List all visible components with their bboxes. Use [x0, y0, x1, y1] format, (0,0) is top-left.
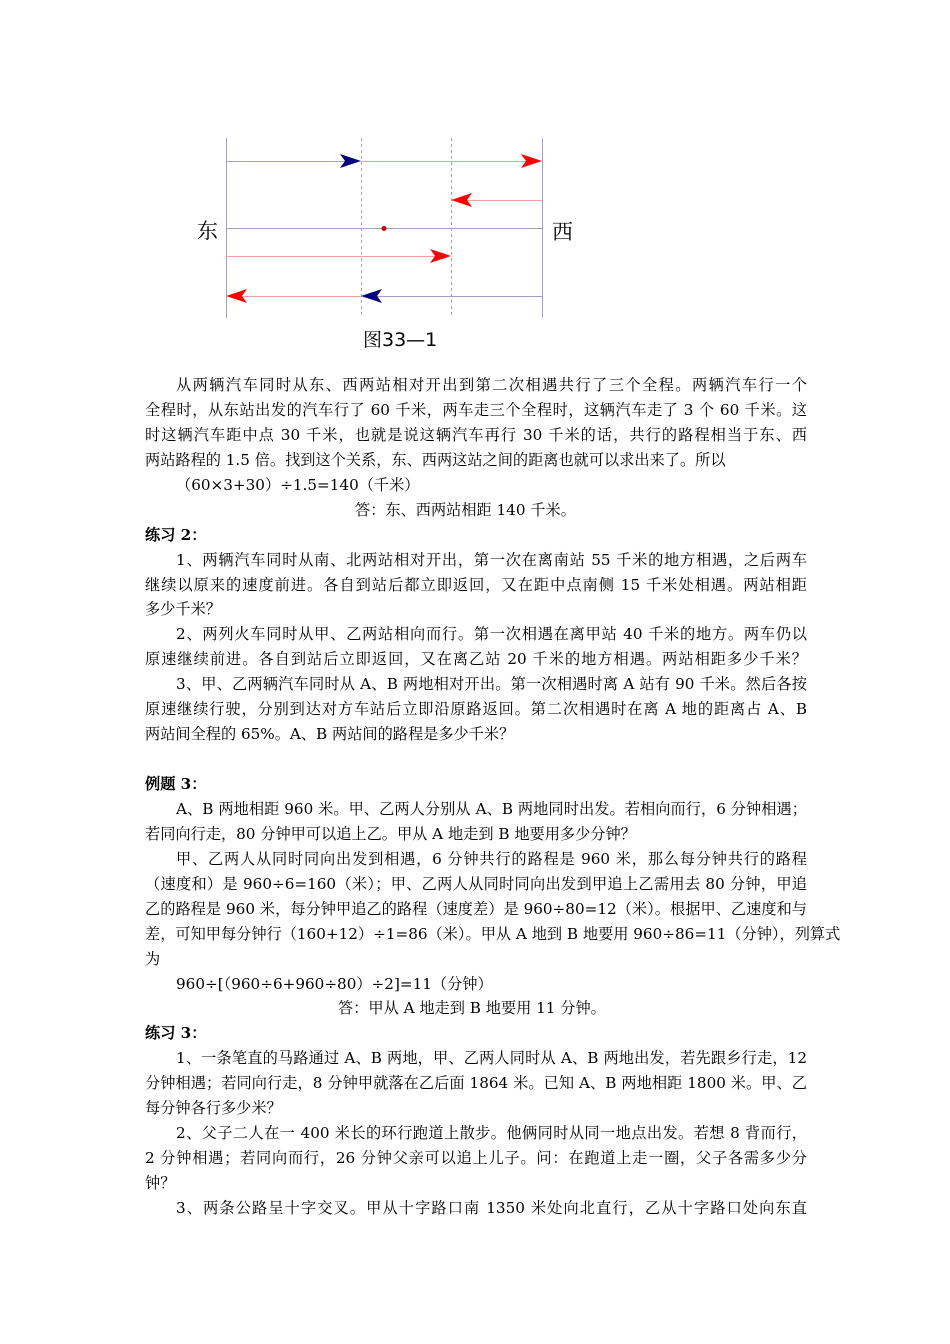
text-line: 乙的路程是 960 米，每分钟甲追乙的路程（速度差）是 960÷80=12（米）。根据甲、乙速度和与	[145, 899, 807, 918]
text-line: 1、两辆汽车同时从南、北两站相对开出，第一次在离南站 55 千米的地方相遇，之后两车	[176, 550, 807, 569]
motion-diagram	[0, 0, 950, 360]
east-label: 东	[197, 219, 218, 243]
text-line: 原速继续前进。各自到站后立即返回，又在离乙站 20 千米的地方相遇。两站相距多少千米？	[145, 650, 807, 669]
text-line: 多少千米？	[145, 600, 221, 619]
text-line: 两站间全程的 65%。A、B 两站间的路程是多少千米？	[145, 725, 515, 744]
text-line: 钟？	[145, 1174, 176, 1192]
text-line: 分钟相遇；若同向行走，8 分钟甲就落在乙后面 1864 米。已知 A、B 两地相距 1800 米。甲、乙	[145, 1074, 807, 1093]
section-heading: 练习 2：	[145, 525, 207, 544]
text-line: A、B 两地相距 960 米。甲、乙两人分别从 A、B 两地同时出发。若相向而行，6 分钟相遇；	[176, 799, 807, 818]
text-line: 甲、乙两人从同时同向出发到相遇，6 分钟共行的路程是 960 米，那么每分钟共行的路程	[176, 849, 807, 868]
text-line: 2、父子二人在一 400 米长的环行跑道上散步。他俩同时从同一地点出发。若想 8 背而行，	[176, 1124, 807, 1143]
west-label: 西	[552, 220, 573, 244]
answer: 答：东、西两站相距 140 千米。	[355, 500, 576, 519]
text-line: 2 分钟相遇；若同向而行，26 分钟父亲可以追上儿子。问：在跑道上走一圈，父子各需多少分	[145, 1149, 807, 1168]
text-line: 全程时，从东站出发的汽车行了 60 千米，两车走三个全程时，这辆汽车走了 3 个 60 千米。这	[145, 400, 807, 419]
midpoint-dot	[382, 226, 387, 231]
formula: （60×3+30）÷1.5=140（千米）	[176, 475, 420, 494]
text-line: 为	[145, 949, 161, 968]
text-line: 3、甲、乙两辆汽车同时从 A、B 两地相对开出。第一次相遇时离 A 站有 90 千米。然后各按	[176, 675, 807, 694]
formula: 960÷[（960÷6+960÷80）÷2]=11（分钟）	[176, 974, 493, 993]
text-line: 原速继续行驶，分别到达对方车站后立即沿原路返回。第二次相遇时在离 A 地的距离占 A、B	[145, 700, 807, 719]
text-line: 1、一条笔直的马路通过 A、B 两地，甲、乙两人同时从 A、B 两地出发，若先跟乡行走，12	[176, 1049, 807, 1068]
text-line: （速度和）是 960÷6=160（米）；甲、乙两人从同时同向出发到甲追上乙需用去 80 分钟，甲追	[145, 874, 807, 893]
text-line: 每分钟各行多少米？	[145, 1099, 282, 1118]
answer: 答：甲从 A 地走到 B 地要用 11 分钟。	[338, 999, 606, 1018]
text-line: 3、两条公路呈十字交叉。甲从十字路口南 1350 米处向北直行，乙从十字路口处向东直	[176, 1198, 807, 1217]
text-line: 若同向行走，80 分钟甲可以追上乙。甲从 A 地走到 B 地要用多少分钟？	[145, 824, 636, 843]
text-line: 继续以原来的速度前进。各自到站后都立即返回，又在距中点南侧 15 千米处相遇。两站相距	[145, 575, 807, 594]
text-line: 2、两列火车同时从甲、乙两站相向而行。第一次相遇在离甲站 40 千米的地方。两车仍以	[176, 625, 807, 644]
document-body	[145, 373, 841, 1221]
figure-caption: 图33—1	[363, 329, 438, 351]
section-heading: 例题 3：	[145, 775, 207, 793]
section-heading: 练习 3：	[145, 1024, 207, 1043]
text-line: 差，可知甲每分钟行（160+12）÷1=86（米）。甲从 A 地到 B 地要用 960÷86=11（分钟），列算式	[145, 924, 841, 943]
text-line: 从两辆汽车同时从东、西两站相对开出到第二次相遇共行了三个全程。两辆汽车行一个	[176, 376, 807, 394]
text-line: 时这辆汽车距中点 30 千米，也就是说这辆汽车再行 30 千米的话，共行的路程相当于东、西	[145, 425, 807, 444]
text-line: 两站路程的 1.5 倍。找到这个关系，东、西两这站之间的距离也就可以求出来了。所以	[145, 450, 726, 469]
